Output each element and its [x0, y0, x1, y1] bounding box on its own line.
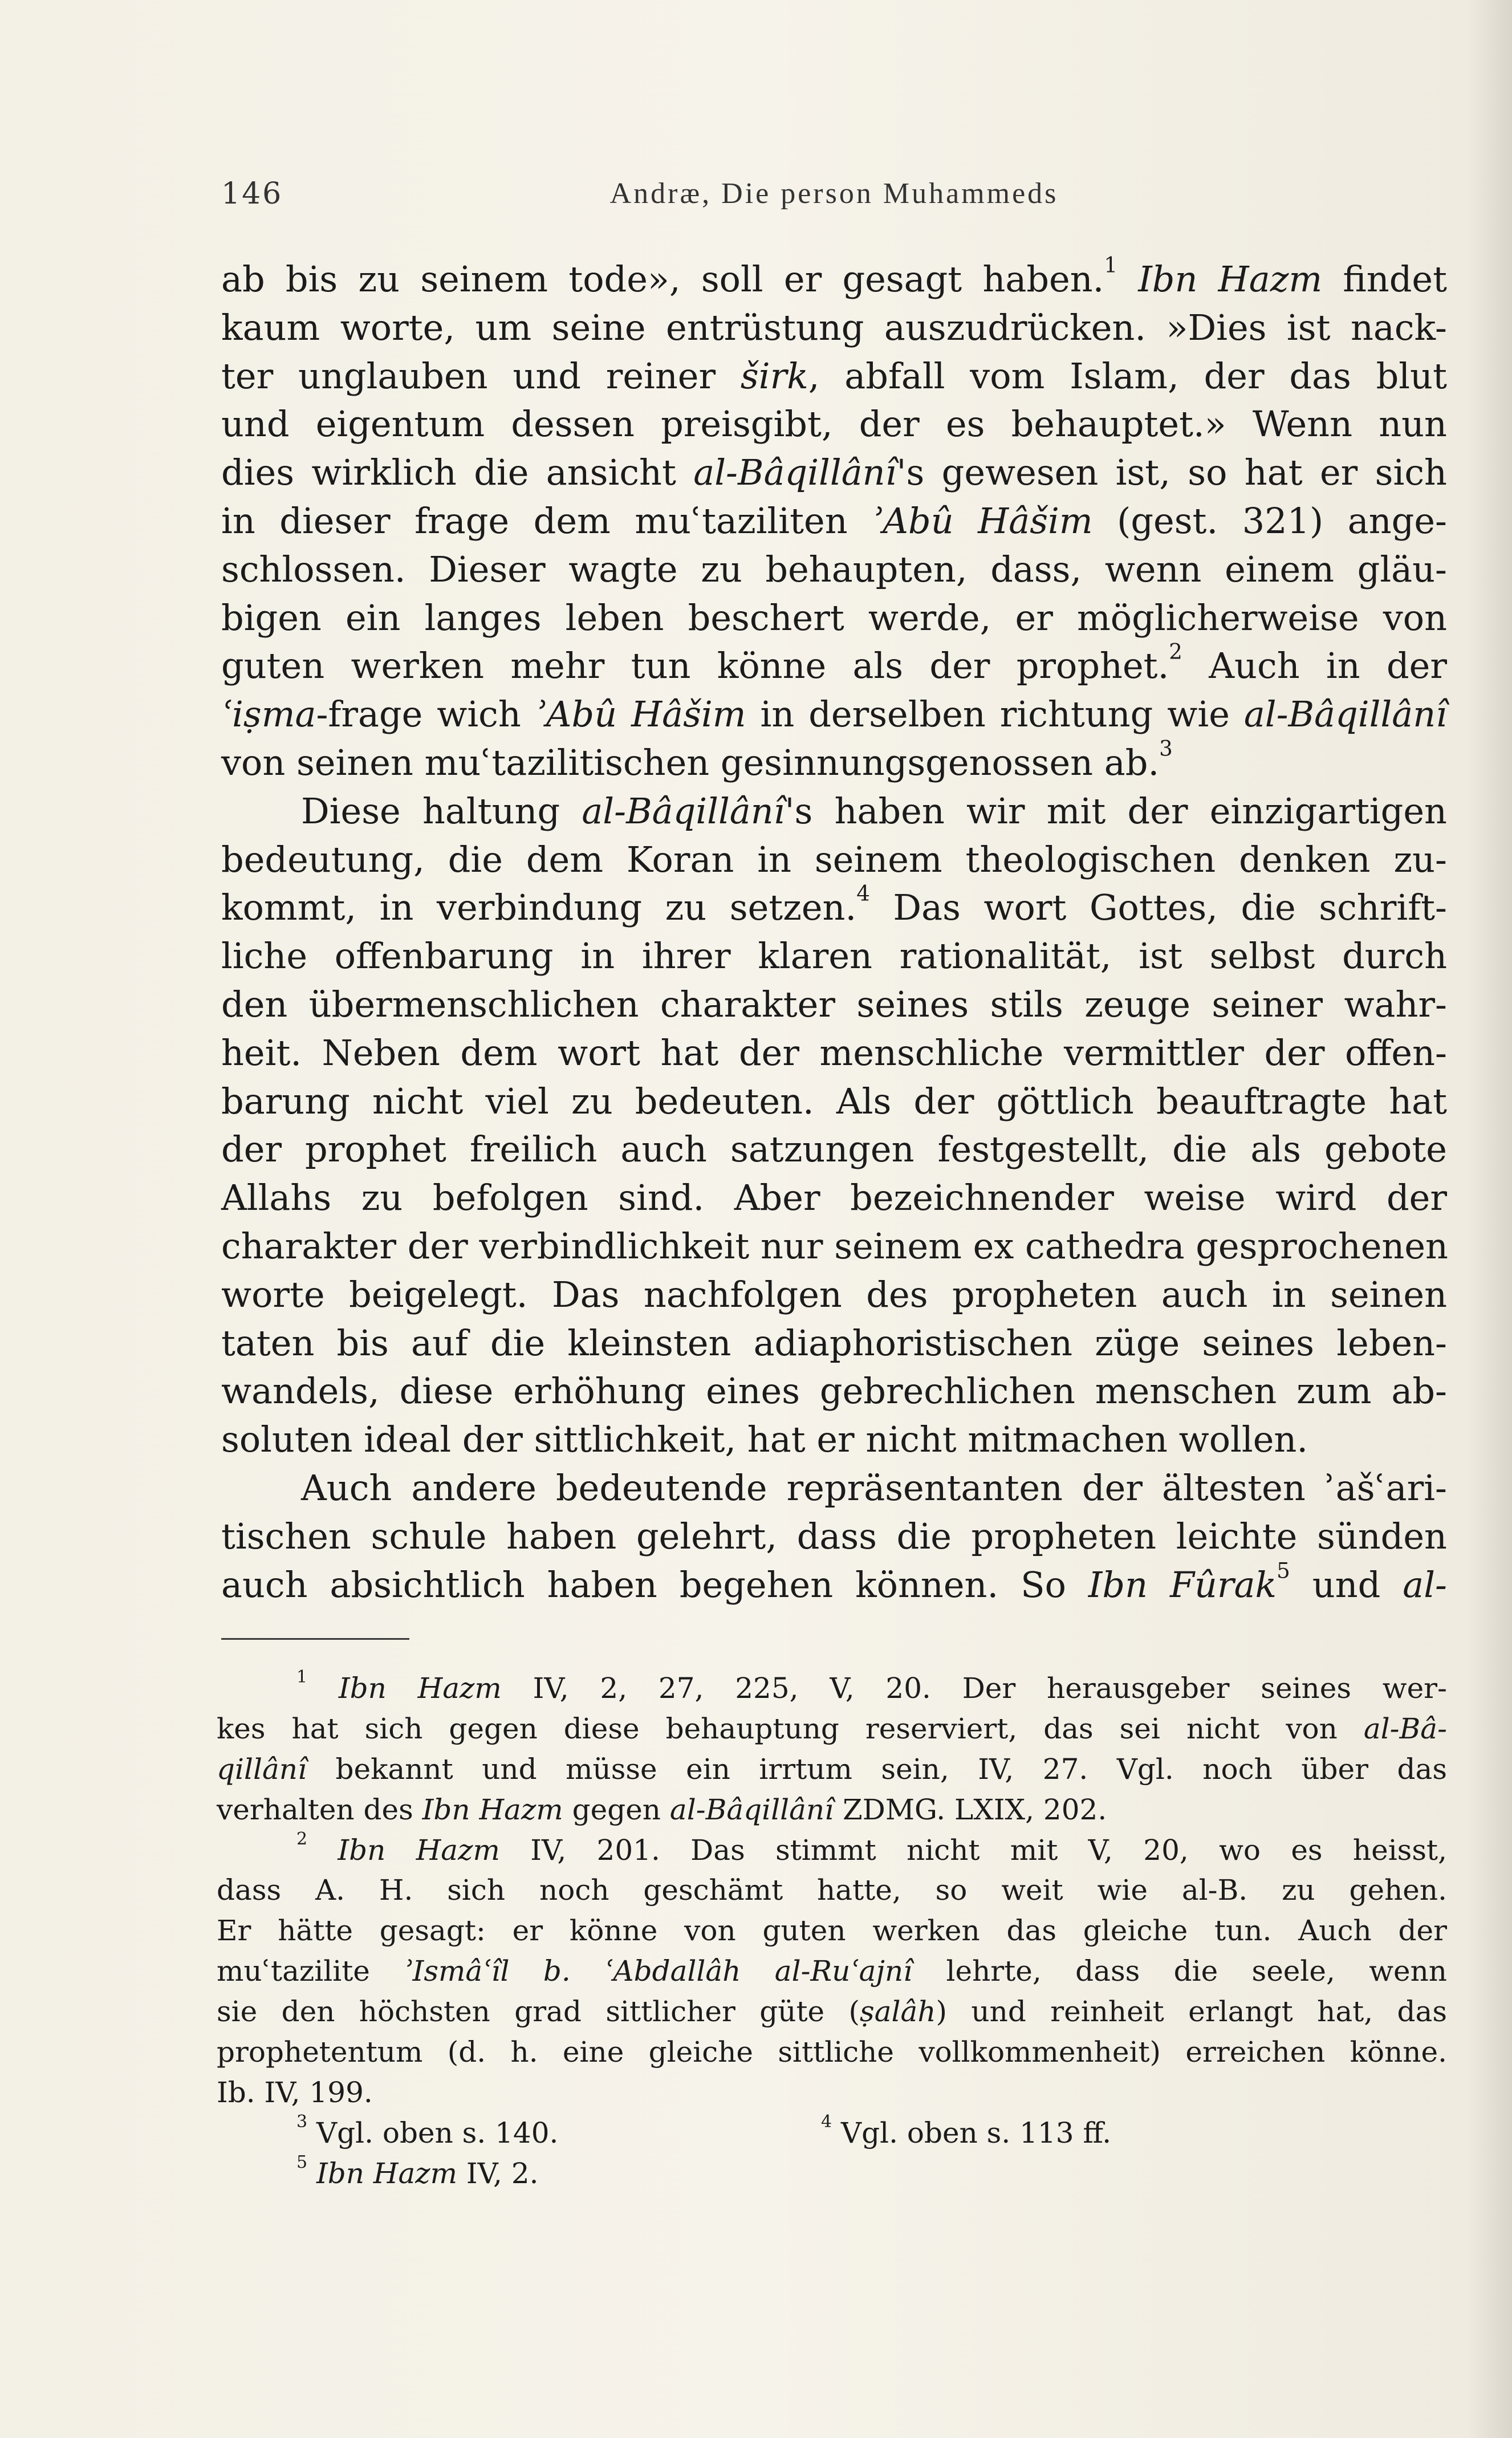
- footnote-line: dass A. H. sich noch geschämt hatte, so weit wie al-B. zu gehen.: [217, 1874, 1447, 1907]
- footnote-line: Ib. IV, 199.: [217, 2075, 373, 2109]
- text-line: charakter der verbindlichkeit nur seinem ex cathedra gesprochenen: [221, 1225, 1448, 1267]
- text-line: ʿiṣma-frage wich ʾAbû Hâšim in derselben richtung wie al-Bâqillânî: [221, 693, 1447, 736]
- footnote-line: kes hat sich gegen diese behauptung reserviert, das sei nicht von al-Bâ-: [217, 1712, 1447, 1745]
- footnote-ref[interactable]: 2: [1169, 639, 1182, 664]
- footnote-line: $^2$ Ibn Hazm IV, 201. Das stimmt nicht mit V, 20, wo es heisst,: [296, 1828, 1447, 1867]
- text-line: Diese haltung al-Bâqillânî's haben wir mit der einzigartigen: [301, 790, 1447, 832]
- footnote-line: prophetentum (d. h. eine gleiche sittliche vollkommenheit) erreichen könne.: [217, 2035, 1447, 2069]
- page-header: [221, 177, 1447, 222]
- text-line: der prophet freilich auch satzungen festgestellt, die als gebote: [221, 1128, 1447, 1171]
- text-line: Allahs zu befolgen sind. Aber bezeichnender weise wird der: [221, 1177, 1447, 1219]
- footnote-ref[interactable]: 1: [1104, 252, 1118, 278]
- text-line: dies wirklich die ansicht al-Bâqillânî's gewesen ist, so hat er sich: [221, 452, 1447, 494]
- text-line: kaum worte, um seine entrüstung auszudrücken. »Dies ist nack-: [221, 306, 1447, 348]
- footnote-number: 2: [296, 1828, 308, 1849]
- text-line: liche offenbarung in ihrer klaren rationalität, ist selbst durch: [221, 935, 1447, 977]
- text-line: tischen schule haben gelehrt, dass die propheten leichte sünden: [221, 1515, 1447, 1557]
- footnote-number: 3: [296, 2111, 308, 2132]
- footnote-4: $^4$ Vgl. oben s. 113 ff.: [821, 2111, 1112, 2149]
- text-line: bedeutung, die dem Koran in seinem theologischen denken zu-: [221, 838, 1447, 880]
- footnote-line: $^5$ Ibn Hazm IV, 2.: [296, 2152, 539, 2190]
- text-line: barung nicht viel zu bedeuten. Als der göttlich beauftragte hat: [221, 1080, 1447, 1122]
- footnote-number: 1: [296, 1667, 308, 1687]
- text-line: kommt, in verbindung zu setzen.$^4$ Das wort Gottes, die schrift-: [221, 880, 1447, 929]
- text-line: Auch andere bedeutende repräsentanten der ältesten ʾašʿari-: [301, 1466, 1447, 1509]
- footnote-number: 4: [821, 2111, 832, 2132]
- text-line: soluten ideal der sittlichkeit, hat er nicht mitmachen wollen.: [221, 1419, 1308, 1461]
- footnote-line: $^3$ Vgl. oben s. 140. $^4$ Vgl. oben s. 113 ff.: [217, 2113, 1447, 2153]
- running-title: Andræ, Die person Muhammeds: [609, 177, 1059, 210]
- text-line: bigen ein langes leben beschert werde, er möglicherweise von: [221, 596, 1447, 639]
- text-line: den übermenschlichen charakter seines stils zeuge seiner wahr-: [221, 983, 1447, 1025]
- footnote-line: qillânî bekannt und müsse ein irrtum sein, IV, 27. Vgl. noch über das: [217, 1752, 1447, 1786]
- main-text: [221, 252, 1448, 1609]
- footnote-line: sie den höchsten grad sittlicher güte (ṣalâh) und reinheit erlangt hat, das: [217, 1995, 1448, 2029]
- text-line: schlossen. Dieser wagte zu behaupten, dass, wenn einem gläu-: [221, 548, 1447, 590]
- page-number: 146: [221, 177, 283, 211]
- footnote-ref[interactable]: 3: [1159, 736, 1173, 761]
- footnotes: [217, 1668, 1447, 2194]
- footnote-line: verhalten des Ibn Hazm gegen al-Bâqillânî ZDMG. LXIX, 202.: [217, 1793, 1107, 1826]
- text-line: wandels, diese erhöhung eines gebrechlichen menschen zum ab-: [221, 1370, 1447, 1412]
- footnote-line: muʿtazilite ʾIsmâʿîl b. ʿAbdallâh al-Ruʿajnî lehrte, dass die seele, wenn: [217, 1955, 1447, 1988]
- footnote-ref[interactable]: 4: [856, 880, 870, 906]
- text-line: taten bis auf die kleinsten adiaphoristischen züge seines leben-: [221, 1322, 1447, 1364]
- footnote-separator: [221, 1638, 409, 1640]
- text-line: in dieser frage dem muʿtaziliten ʾAbû Hâšim (gest. 321) ange-: [221, 499, 1447, 542]
- text-line: und eigentum dessen preisgibt, der es behauptet.» Wenn nun: [221, 403, 1447, 445]
- text-line: auch absichtlich haben begehen können. So Ibn Fûrak$^5$ und al-: [221, 1558, 1448, 1606]
- text-line: worte beigelegt. Das nachfolgen des propheten auch in seinen: [221, 1273, 1447, 1315]
- footnote-line: Er hätte gesagt: er könne von guten werken das gleiche tun. Auch der: [217, 1914, 1447, 1948]
- text-line: ab bis zu seinem tode», soll er gesagt haben.$^1$ Ibn Hazm findet: [221, 252, 1447, 300]
- text-line: heit. Neben dem wort hat der menschliche vermittler der offen-: [221, 1031, 1447, 1074]
- text-line: von seinen muʿtazilitischen gesinnungsgenossen ab.$^3$: [221, 736, 1173, 783]
- footnote-number: 5: [296, 2152, 308, 2172]
- footnote-ref[interactable]: 5: [1277, 1558, 1290, 1583]
- text-line: guten werken mehr tun könne als der prophet.$^2$ Auch in der: [221, 639, 1447, 687]
- footnote-line: $^1$ Ibn Hazm IV, 2, 27, 225, V, 20. Der herausgeber seines wer-: [296, 1667, 1447, 1705]
- text-line: ter unglauben und reiner širk, abfall vom Islam, der das blut: [221, 355, 1447, 397]
